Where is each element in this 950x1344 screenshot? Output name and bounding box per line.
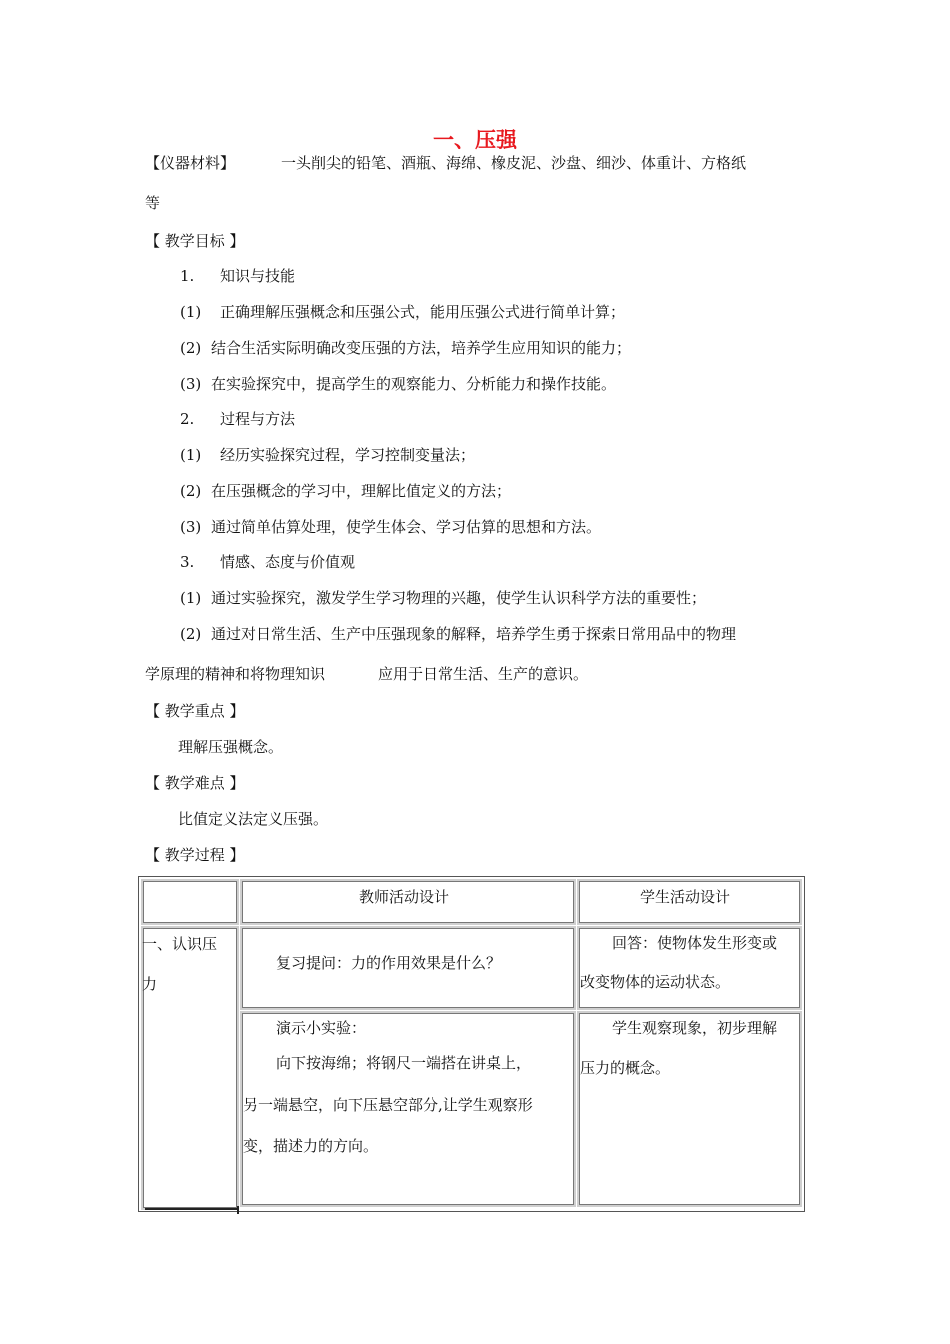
key-point-heading: 【 教学重点 】	[145, 702, 245, 720]
difficulty-heading: 【 教学难点 】	[145, 774, 245, 792]
equipment-label: 【仪器材料】	[145, 154, 236, 172]
section-title: 情感、态度与价值观	[220, 553, 356, 571]
objective-item: 在压强概念的学习中，理解比值定义的方法；	[211, 482, 512, 500]
section-number: 1.	[180, 267, 195, 285]
section-number: 2.	[180, 410, 195, 428]
process-heading: 【 教学过程 】	[145, 846, 245, 864]
equipment-text: 一头削尖的铅笔、酒瓶、海绵、橡皮泥、沙盘、细沙、体重计、方格纸	[281, 154, 747, 172]
table-header-student: 学生活动设计	[640, 888, 731, 906]
objective-item: 通过简单估算处理，使学生体会、学习估算的思想和方法。	[211, 518, 602, 536]
table-row1-student-text-cont: 改变物体的运动状态。	[580, 973, 731, 991]
section-title: 知识与技能	[220, 267, 296, 285]
objective-item-cont: 学原理的精神和将物理知识	[145, 665, 326, 683]
table-row2-student-text-cont: 压力的概念。	[580, 1059, 671, 1077]
item-number: (3)	[180, 518, 202, 536]
difficulty-text: 比值定义法定义压强。	[178, 810, 329, 828]
table-row2-teacher-text: 变，描述力的方向。	[243, 1137, 379, 1155]
item-number: (2)	[180, 625, 202, 643]
table-header-teacher: 教师活动设计	[359, 888, 450, 906]
objective-item: 结合生活实际明确改变压强的方法，培养学生应用知识的能力；	[211, 339, 632, 357]
objective-item: 经历实验探究过程，学习控制变量法；	[220, 446, 476, 464]
table-row2-student-text: 学生观察现象，初步理解	[612, 1019, 778, 1037]
table-bottom-rule	[237, 1206, 239, 1214]
section-number: 3.	[180, 553, 195, 571]
table-row2-student-cell	[577, 1011, 802, 1207]
key-point-text: 理解压强概念。	[178, 738, 284, 756]
item-number: (1)	[180, 303, 202, 321]
objectives-heading: 【 教学目标 】	[145, 232, 245, 250]
table-bottom-rule	[145, 1208, 238, 1210]
item-number: (2)	[180, 482, 202, 500]
table-section-label-cont: 力	[142, 975, 158, 993]
item-number: (3)	[180, 375, 202, 393]
section-title: 过程与方法	[220, 410, 296, 428]
item-number: (2)	[180, 339, 202, 357]
table-section-cell	[141, 926, 239, 1210]
objective-item: 在实验探究中，提高学生的观察能力、分析能力和操作技能。	[211, 375, 617, 393]
table-header-empty-cell	[141, 879, 239, 925]
objective-item-cont: 应用于日常生活、生产的意识。	[378, 665, 589, 683]
table-section-label: 一、认识压	[142, 935, 218, 953]
table-row1-student-text: 回答：使物体发生形变或	[612, 934, 778, 952]
page-title: 一、压强	[433, 128, 517, 152]
objective-item: 通过实验探究，激发学生学习物理的兴趣，使学生认识科学方法的重要性；	[211, 589, 707, 607]
objective-item: 通过对日常生活、生产中压强现象的解释，培养学生勇于探索日常用品中的物理	[211, 625, 737, 643]
item-number: (1)	[180, 589, 202, 607]
table-row2-teacher-text: 向下按海绵；将钢尺一端搭在讲桌上，	[276, 1054, 532, 1072]
table-row1-teacher-text: 复习提问：力的作用效果是什么？	[276, 954, 502, 972]
table-row2-teacher-text: 另一端悬空，向下压悬空部分,让学生观察形	[243, 1096, 533, 1114]
equipment-text-cont: 等	[145, 194, 161, 212]
item-number: (1)	[180, 446, 202, 464]
objective-item: 正确理解压强概念和压强公式，能用压强公式进行简单计算；	[220, 303, 626, 321]
table-row2-teacher-text: 演示小实验：	[276, 1019, 367, 1037]
